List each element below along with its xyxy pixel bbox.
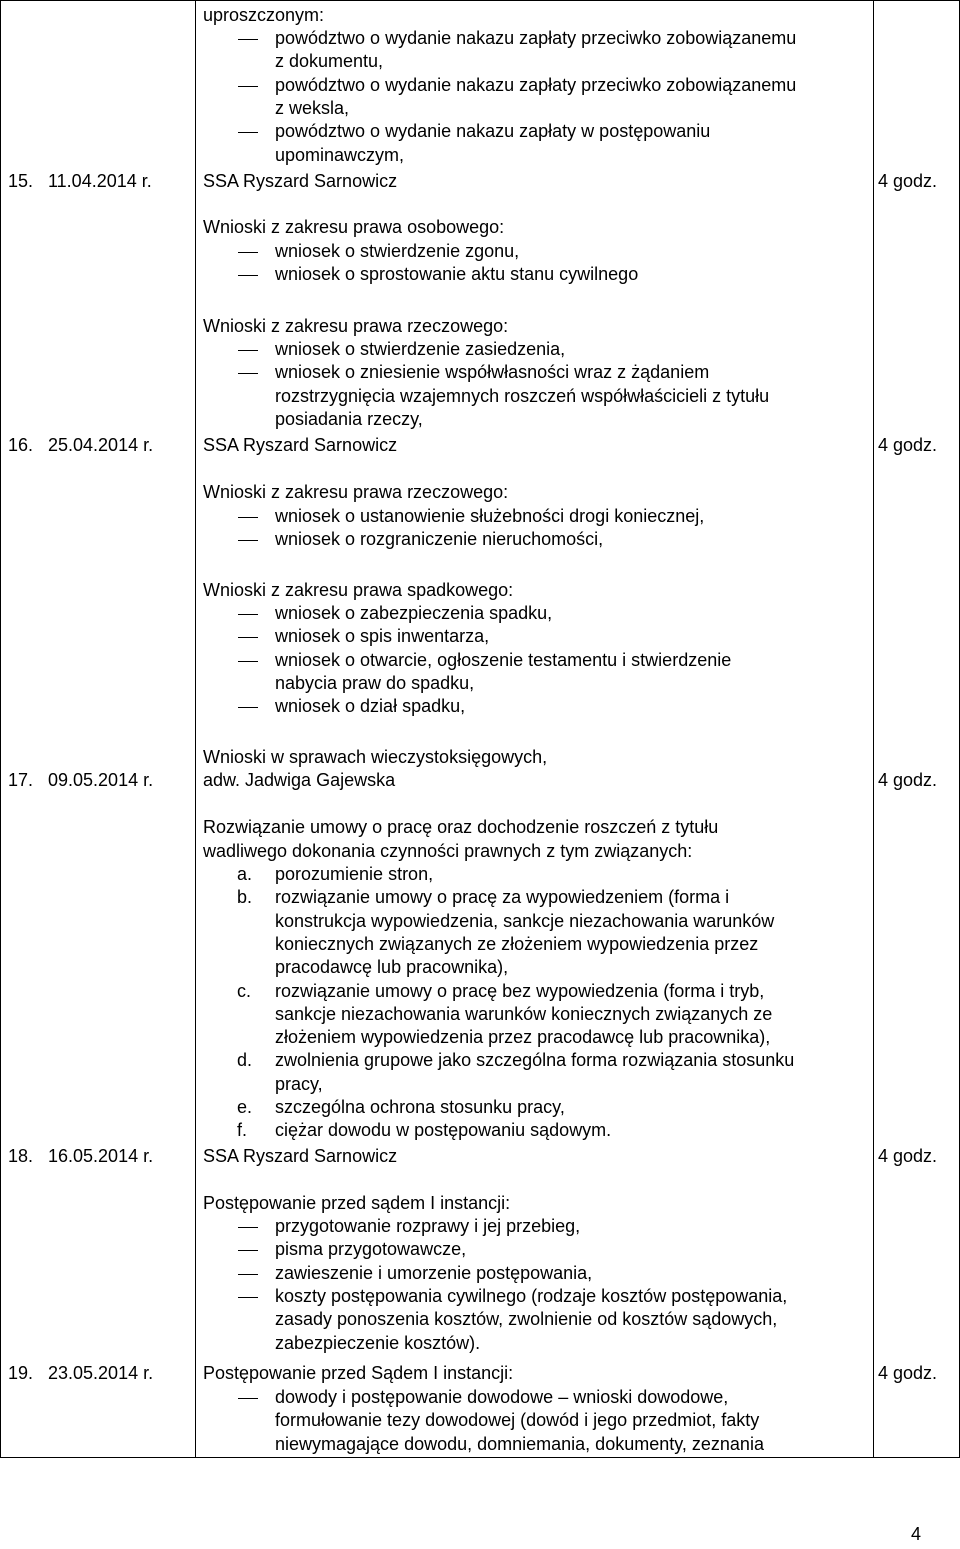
- session-hours: 4 godz.: [878, 435, 938, 455]
- list-item-text: z dokumentu,: [275, 51, 384, 72]
- list-item-text: konstrukcja wypowiedzenia, sankcje niezachowania warunków: [275, 910, 775, 931]
- list-bullet-dash: [238, 614, 258, 615]
- session-lecturer: SSA Ryszard Sarnowicz: [203, 435, 398, 455]
- session-number: 17.: [8, 770, 34, 790]
- list-item-text: wniosek o zabezpieczenia spadku,: [275, 603, 553, 623]
- session-number: 16.: [8, 435, 34, 455]
- list-item-text: nabycia praw do spadku,: [275, 672, 475, 693]
- list-item-text: wniosek o ustanowienie służebności drogi koniecznej,: [275, 506, 705, 526]
- list-item-text: wniosek o stwierdzenie zasiedzenia,: [275, 339, 566, 359]
- list-item-text: formułowanie tezy dowodowej (dowód i jego przedmiot, fakty: [275, 1410, 760, 1431]
- list-item-text: rozwiązanie umowy o pracę bez wypowiedzenia (forma i tryb,: [275, 980, 765, 1001]
- list-item-text: zawieszenie i umorzenie postępowania,: [275, 1262, 593, 1283]
- section-heading: Postępowanie przed sądem I instancji:: [203, 1193, 511, 1213]
- table-bottom-border: [0, 1457, 960, 1458]
- list-bullet-dash: [238, 132, 258, 133]
- list-bullet-dash: [238, 707, 258, 708]
- list-bullet-dash: [238, 86, 258, 87]
- list-item-text: powództwo o wydanie nakazu zapłaty przeciwko zobowiązanemu: [275, 74, 797, 95]
- session-date: 25.04.2014 r.: [48, 435, 154, 455]
- list-item-text: sankcje niezachowania warunków koniecznych związanych ze: [275, 1003, 773, 1024]
- list-item-text: rozstrzygnięcia wzajemnych roszczeń współwłaścicieli z tytułu: [275, 385, 770, 406]
- list-item-text: szczególna ochrona stosunku pracy,: [275, 1097, 565, 1117]
- list-item-text: wniosek o spis inwentarza,: [275, 626, 490, 647]
- list-bullet-dash: [238, 39, 258, 40]
- list-bullet-dash: [238, 373, 258, 374]
- list-item-text: upominawczym,: [275, 144, 405, 165]
- list-item-text: z weksla,: [275, 97, 350, 118]
- list-item-text: pracy,: [275, 1073, 323, 1094]
- session-number: 18.: [8, 1146, 34, 1166]
- section-heading: Wnioski w sprawach wieczystoksięgowych,: [203, 747, 548, 767]
- list-item-text: pisma przygotowawcze,: [275, 1239, 467, 1260]
- list-bullet-dash: [238, 637, 258, 638]
- section-heading: Wnioski z zakresu prawa spadkowego:: [203, 580, 514, 600]
- list-marker: a.: [237, 864, 253, 884]
- list-bullet-dash: [238, 252, 258, 253]
- list-item-text: powództwo o wydanie nakazu zapłaty przeciwko zobowiązanemu: [275, 28, 797, 48]
- session-lecturer: adw. Jadwiga Gajewska: [203, 770, 396, 790]
- list-bullet-dash: [238, 350, 258, 351]
- session-date: 09.05.2014 r.: [48, 770, 154, 790]
- list-marker: e.: [237, 1097, 253, 1117]
- section-heading: Wnioski z zakresu prawa rzeczowego:: [203, 316, 509, 336]
- list-item-text: zwolnienia grupowe jako szczególna forma rozwiązania stosunku: [275, 1050, 795, 1071]
- list-bullet-dash: [238, 1227, 258, 1228]
- session-hours: 4 godz.: [878, 1146, 938, 1166]
- session-lecturer: SSA Ryszard Sarnowicz: [203, 1146, 398, 1166]
- list-bullet-dash: [238, 540, 258, 541]
- list-item-text: niewymagające dowodu, domniemania, dokumenty, zeznania: [275, 1433, 764, 1454]
- list-bullet-dash: [238, 661, 258, 662]
- list-item-text: zasady ponoszenia kosztów, zwolnienie od kosztów sądowych,: [275, 1309, 778, 1330]
- list-item-text: wniosek o stwierdzenie zgonu,: [275, 241, 520, 261]
- list-item-text: wniosek o otwarcie, ogłoszenie testamentu i stwierdzenie: [275, 649, 732, 670]
- list-item-text: porozumienie stron,: [275, 864, 434, 884]
- session-number: 19.: [8, 1363, 34, 1383]
- table-column-divider: [195, 0, 196, 1458]
- list-item-text: pracodawcę lub pracownika),: [275, 957, 509, 978]
- table-column-divider: [873, 0, 874, 1458]
- list-bullet-dash: [238, 1297, 258, 1298]
- list-item-text: wniosek o zniesienie współwłasności wraz z żądaniem: [275, 362, 710, 383]
- session-date: 23.05.2014 r.: [48, 1363, 154, 1383]
- session-date: 16.05.2014 r.: [48, 1146, 154, 1166]
- list-item-text: ciężar dowodu w postępowaniu sądowym.: [275, 1120, 612, 1141]
- list-marker: c.: [237, 980, 252, 1001]
- list-item-text: złożeniem wypowiedzenia przez pracodawcę lub pracownika),: [275, 1027, 771, 1048]
- session-topic: Postępowanie przed Sądem I instancji:: [203, 1363, 514, 1383]
- list-item-text: zabezpieczenie kosztów).: [275, 1332, 481, 1353]
- list-bullet-dash: [238, 1398, 258, 1399]
- session-number: 15.: [8, 171, 34, 191]
- section-heading: Wnioski z zakresu prawa rzeczowego:: [203, 482, 509, 502]
- session-hours: 4 godz.: [878, 770, 938, 790]
- list-item-text: wniosek o dział spadku,: [275, 696, 466, 717]
- list-item-text: posiadania rzeczy,: [275, 408, 423, 429]
- section-heading: wadliwego dokonania czynności prawnych z tym związanych:: [203, 841, 693, 861]
- list-marker: b.: [237, 887, 253, 908]
- list-bullet-dash: [238, 1274, 258, 1275]
- page-number: 4: [911, 1524, 922, 1544]
- session-lecturer: SSA Ryszard Sarnowicz: [203, 171, 398, 191]
- session-hours: 4 godz.: [878, 171, 938, 191]
- table-top-border: [0, 0, 960, 1]
- list-item-text: przygotowanie rozprawy i jej przebieg,: [275, 1216, 581, 1236]
- session-hours: 4 godz.: [878, 1363, 938, 1383]
- section-heading: Rozwiązanie umowy o pracę oraz dochodzenie roszczeń z tytułu: [203, 817, 719, 837]
- list-item-text: powództwo o wydanie nakazu zapłaty w postępowaniu: [275, 121, 711, 142]
- list-item-text: wniosek o rozgraniczenie nieruchomości,: [275, 529, 604, 550]
- list-bullet-dash: [238, 517, 258, 518]
- list-marker: d.: [237, 1050, 253, 1071]
- list-item-text: koszty postępowania cywilnego (rodzaje kosztów postępowania,: [275, 1285, 788, 1306]
- list-bullet-dash: [238, 275, 258, 276]
- section-heading: uproszczonym:: [203, 5, 325, 25]
- section-heading: Wnioski z zakresu prawa osobowego:: [203, 217, 505, 237]
- list-item-text: koniecznych związanych ze złożeniem wypowiedzenia przez: [275, 933, 759, 954]
- session-date: 11.04.2014 r.: [48, 171, 152, 191]
- list-item-text: wniosek o sprostowanie aktu stanu cywilnego: [275, 264, 639, 285]
- list-marker: f.: [237, 1120, 248, 1141]
- list-bullet-dash: [238, 1250, 258, 1251]
- list-item-text: rozwiązanie umowy o pracę za wypowiedzeniem (forma i: [275, 887, 730, 908]
- list-item-text: dowody i postępowanie dowodowe – wnioski dowodowe,: [275, 1387, 729, 1407]
- table-left-border: [0, 0, 1, 1458]
